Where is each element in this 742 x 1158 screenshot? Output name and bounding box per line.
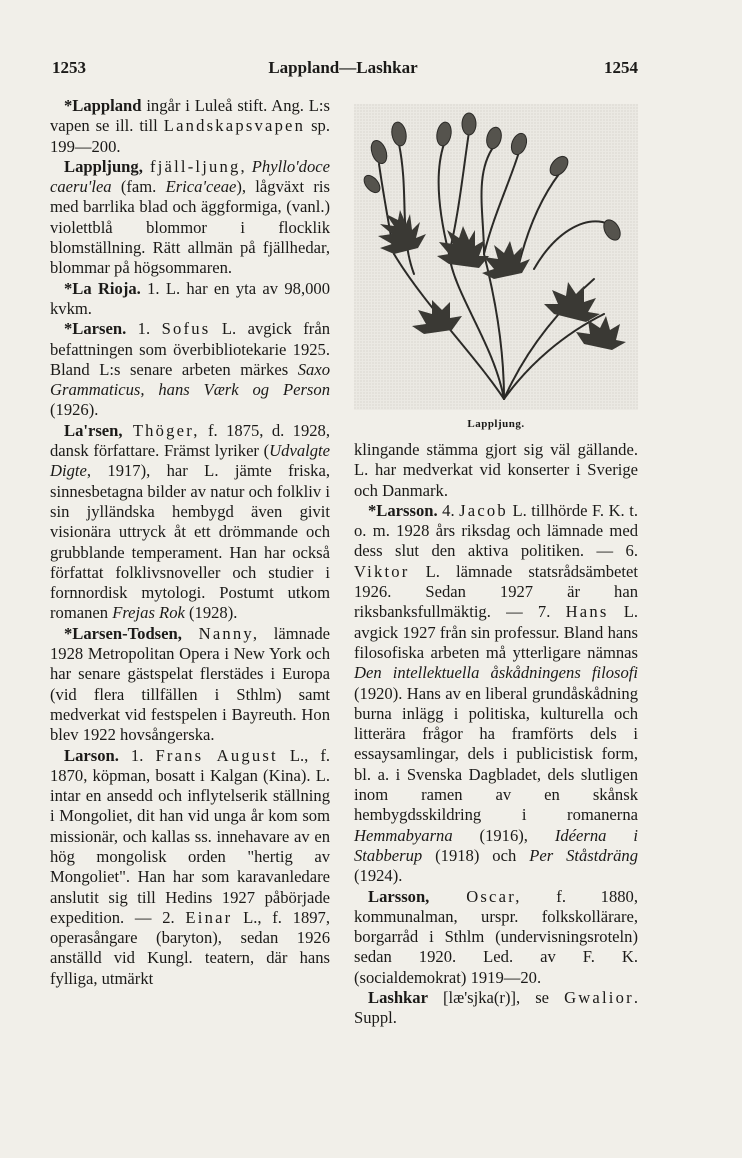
- headword: *Larsen.: [64, 319, 127, 339]
- entry-larson: Larson. 1. Frans August L., f. 1870, köpman, bosatt i Kalgan (Kina). L. intar en ansedd och inflytelserik ställning i Mongoliet, dit han vid unga år kom som missionär, och kallas ss. innehavare av en hög mongolisk orden "hertig av Mongoliet". Han har som karavanledare anslutit sig till Hedins 1927 påbörjade expedition. — 2. Einar L., f. 1897, operasångare (baryton), sedan 1926 anställd vid Kungl. teatern, där hans fylliga, utmärkt: [50, 745, 331, 988]
- right-column: [354, 440, 638, 1029]
- entry-la-rioja: *La Rioja. 1. L. har en yta av 98,000 kvkm.: [50, 278, 331, 318]
- entry-larsen: *Larsen. 1. Sofus L. avgick från befattningen som överbibliotekarie 1925. Bland L:s senare arbeten märkes Saxo Grammaticus, hans Værk og Person (1926).: [50, 319, 330, 420]
- headword: Larson.: [64, 745, 119, 765]
- entry-lappljung: Lappljung, fjäll-ljung, Phyllo'doce caeru'lea (fam. Erica'ceae), lågväxt ris med barrlika blad och äggformiga, (vanl.) violettblå blommor i flocklik blomställning. Rätt allmän på fjällhedar, blommar på högsommaren.: [50, 156, 330, 278]
- entry-lashkar: Lashkar [læ'sjka(r)], se Gwalior. Suppl.: [354, 988, 638, 1028]
- entry-la-rsen: La'rsen, Thöger, f. 1875, d. 1928, dansk författare. Främst lyriker (Udvalgte Digte, 1917), har L. jämte friska, sinnesbetagna bilder av natur och folkliv i sin jylländska hembygd även givit visionära uttryck åt ett drömmande och grubblande temperament. Han har också författat folklivsnoveller och studier i fornnordisk mytologi. Postumt utkom romanen Frejas Rok (1928).: [50, 420, 330, 623]
- entry-larsson: *Larsson. 4. Jacob L. tillhörde F. K. t. o. m. 1928 års riksdag och lämnade med dess slut den aktiva politiken. — 6. Viktor L. lämnade statsrådsämbetet 1926. Sedan 1927 är han riksbanksfullmäktig. — 7. Hans L. avgick 1927 från sin professur. Bland hans filosofiska arbeten må ytterligare nämnas Den intellektuella åskådningens filosofi (1920). Hans av en liberal grundåskådning burna inlägg i politiska, kulturella och litterära frågor ha framförts dels i essaysamlingar, dels i publicistisk form, bl. a. i Svenska Dagbladet, dels slutligen inom ramen av en skånsk hembygdsskildring i romanerna Hemmabyarna (1916), Idéerna i Stabberup (1918) och Per Ståstdräng (1924).: [354, 500, 638, 886]
- headword: Lappljung,: [64, 156, 143, 176]
- headword: *Larsen-Todsen,: [64, 623, 182, 643]
- headword: *Lappland: [64, 96, 142, 115]
- headword: Lashkar: [368, 988, 428, 1008]
- entry-lappland: *Lappland ingår i Luleå stift. Ang. L:s vapen se ill. till Landskapsvapen sp. 199—200.: [50, 96, 330, 156]
- cross-reference: Landskapsvapen: [163, 116, 306, 136]
- headword: La'rsen,: [64, 420, 123, 440]
- page-number-right: 1254: [604, 58, 638, 77]
- cross-reference: Gwalior: [564, 988, 634, 1008]
- entry-larson-continued: klingande stämma gjort sig väl gällande. L. har medverkat vid konserter i Sverige och Danmark.: [354, 440, 638, 500]
- lappljung-illustration: [354, 104, 638, 410]
- page-header: [48, 58, 638, 84]
- entry-larsen-todsen: *Larsen-Todsen, Nanny, lämnade 1928 Metropolitan Opera i New York och har senare gästspelat flerstädes i Europa (vid flera tillfällen i Sthlm) samt medverkat vid festspelen i Bayreuth. Hon blev 1922 hovsångerska.: [50, 623, 330, 745]
- left-column: [50, 96, 330, 989]
- page-number-left: 1253: [52, 58, 86, 77]
- figure-caption: Lappljung.: [467, 418, 525, 430]
- running-title: Lappland—Lashkar: [268, 58, 418, 77]
- plant-drawing: [354, 104, 638, 410]
- headword: *La Rioja.: [64, 278, 141, 298]
- headword: Larsson,: [368, 886, 430, 906]
- headword: *Larsson.: [368, 500, 438, 520]
- entry-larsson-oscar: Larsson, Oscar, f. 1880, kommunalman, urspr. folkskollärare, borgarråd i Sthlm (undervisningsroteln) sedan 1920. Led. av F. K. (socialdemokrat) 1919—20.: [354, 886, 638, 987]
